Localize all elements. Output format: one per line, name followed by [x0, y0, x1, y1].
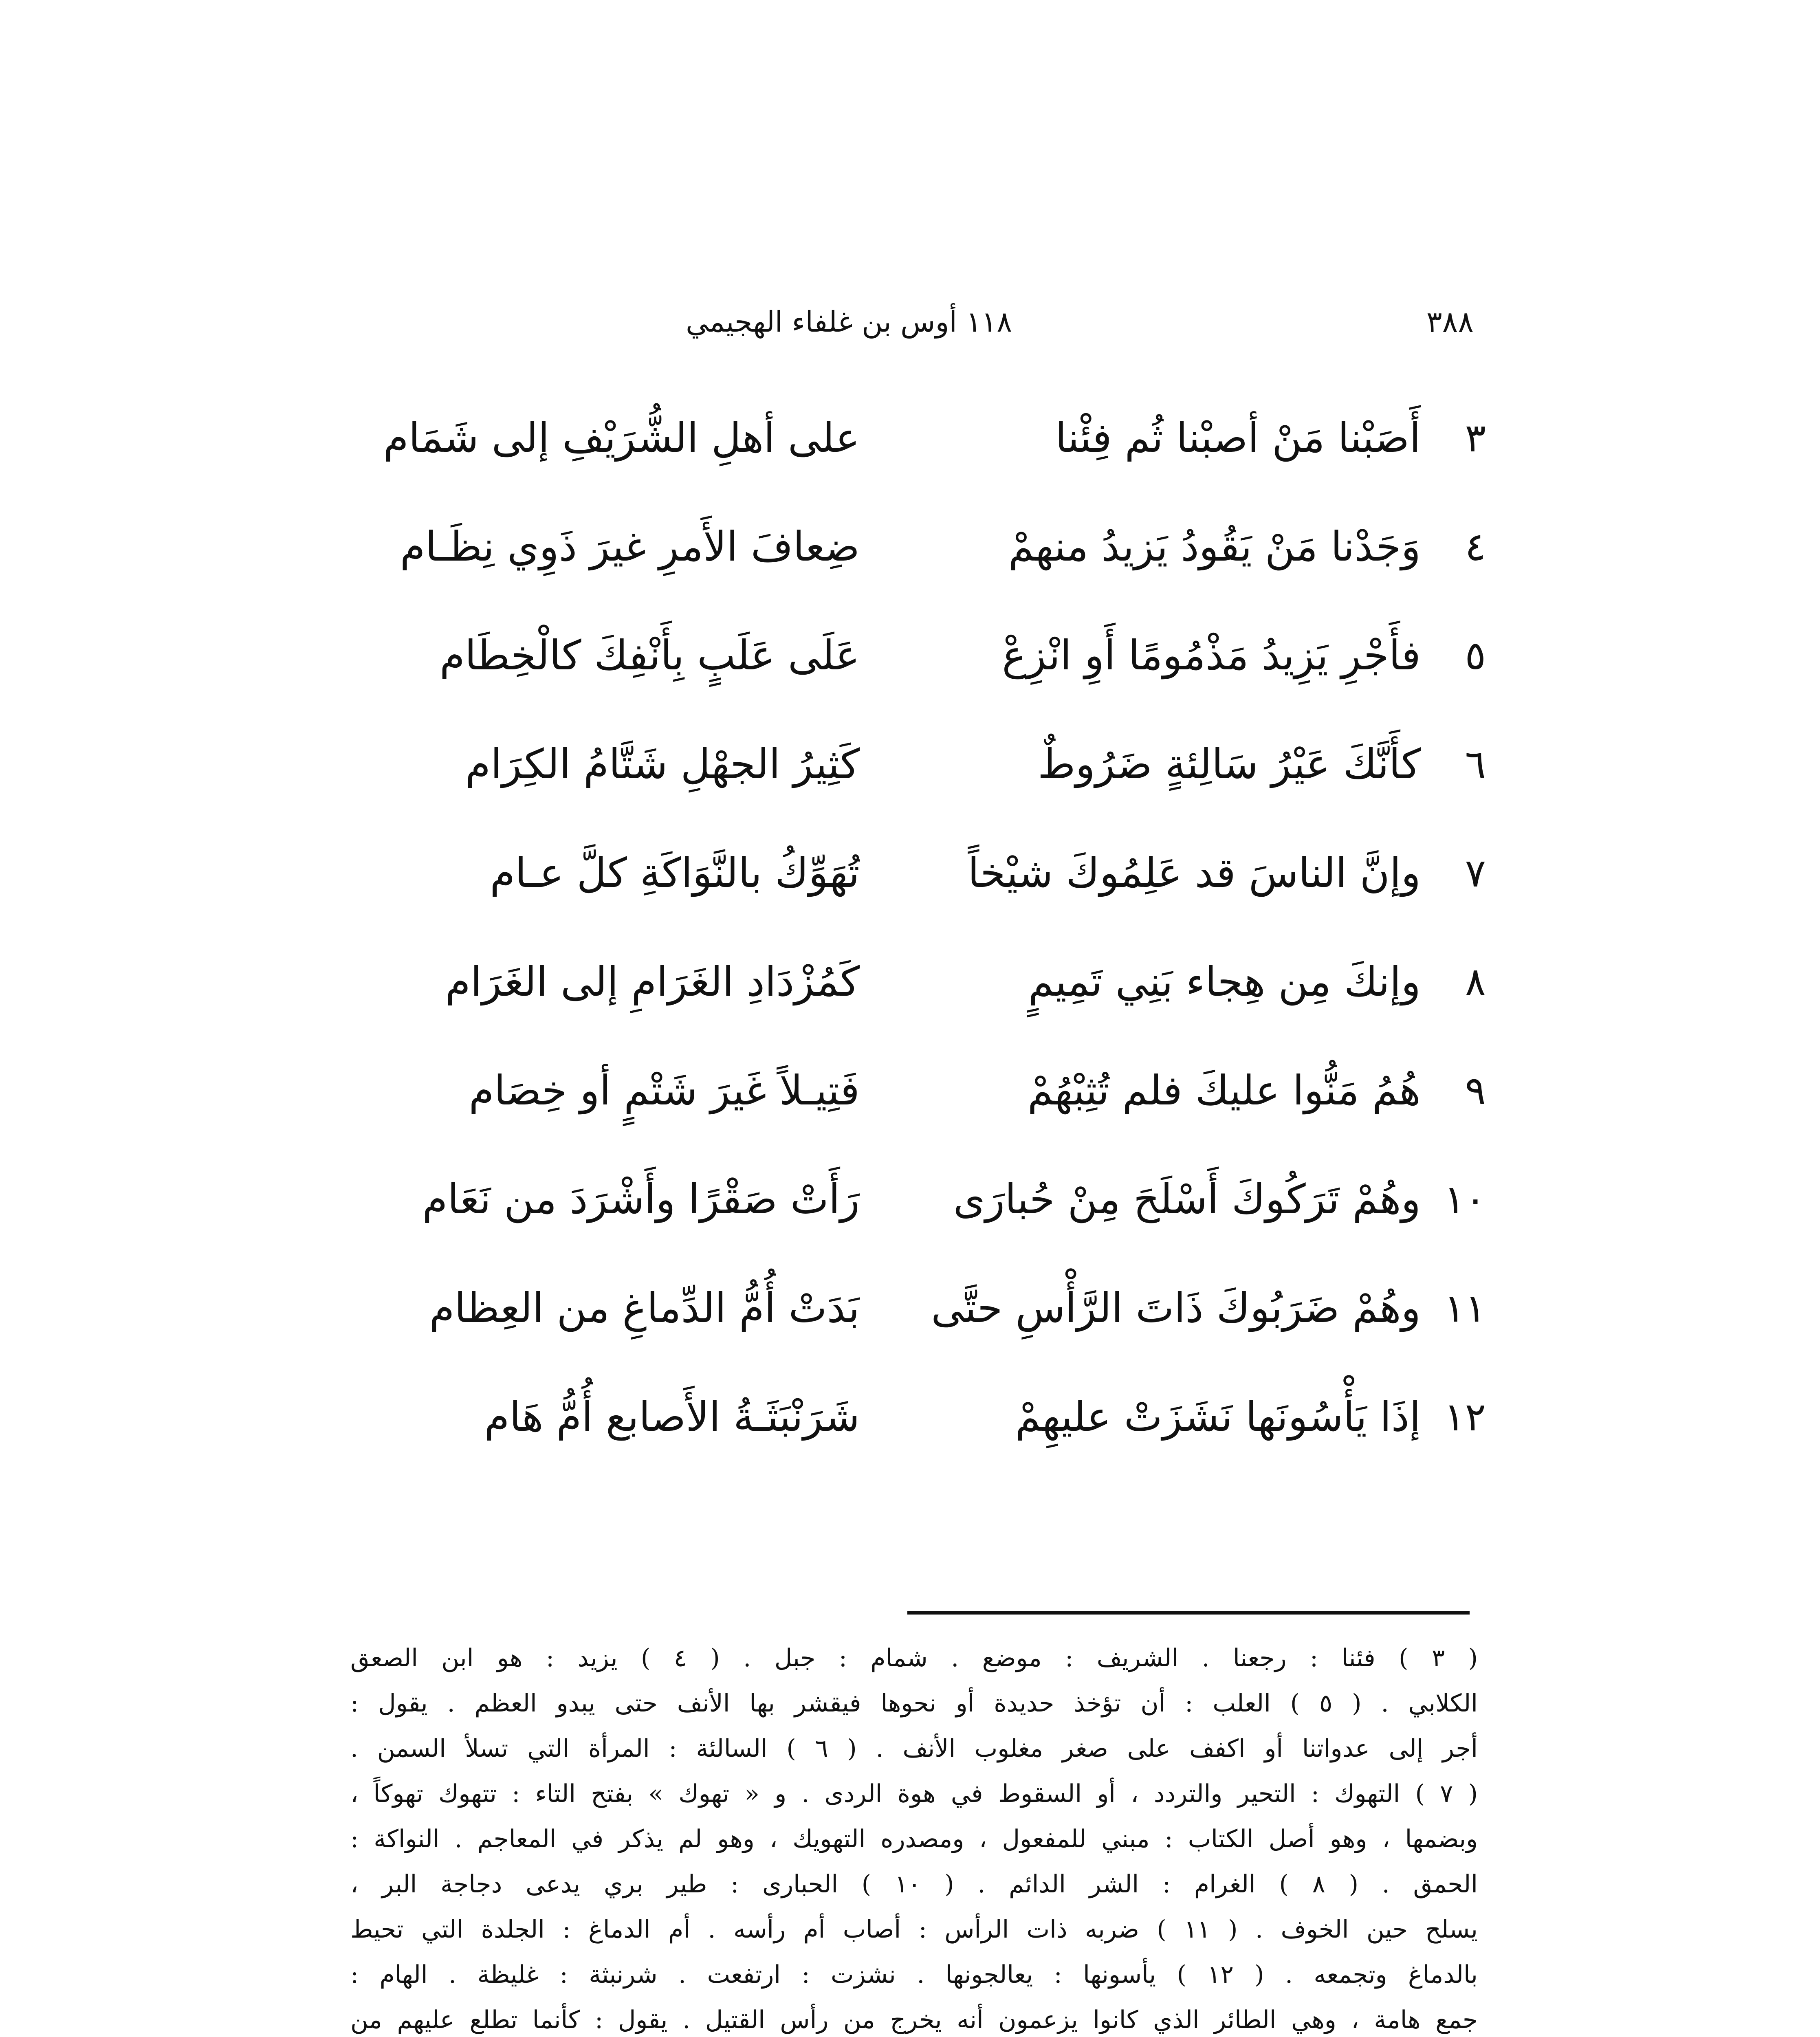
verse: [350, 391, 1486, 500]
footnote-line: الحمق . ( ٨ ) الغرام : الشر الدائم . ( ١٠ ) الحبارى : طير بري يدعى دجاجة البر ،: [350, 1870, 1478, 1898]
footnote-line: وبضمها ، وهو أصل الكتاب : مبني للمفعول ، ومصدره التهويك ، وهو لم يذكر في المعاجم . النواكة :: [350, 1825, 1478, 1853]
footnote-line: جمع هامة ، وهي الطائر الذي كانوا يزعمون أنه يخرج من رأس القتيل . يقول : كأنما تطلع عليهم من: [350, 2006, 1478, 2034]
footnote-line: أجر إلى عدواتنا أو اكفف على صغر مغلوب الأنف . ( ٦ ) السالئة : المرأة التي تسلأ السمن .: [350, 1734, 1478, 1763]
verse-number: ١١: [1444, 1285, 1486, 1331]
verse-second-hemistich: رَأَتْ صَقْرًا وأَشْرَدَ من نَعَام: [422, 1175, 860, 1223]
footnotes: [350, 1636, 1478, 2037]
verse-first-hemistich: أَصَبْنا مَنْ أصبْنا ثُم فِئْنا: [1055, 414, 1421, 462]
verse: [350, 1370, 1486, 1479]
verse-first-hemistich: وهُمْ ضَرَبُوكَ ذَاتَ الرَّأْسِ حتَّى: [931, 1284, 1421, 1332]
verse-first-hemistich: هُمُ مَنُّوا عليكَ فلم تُثِبْهُمْ: [1027, 1067, 1421, 1114]
verse-second-hemistich: على أهلِ الشُّرَيْفِ إلى شَمَام: [383, 414, 860, 462]
verse-first-hemistich: وَجَدْنا مَنْ يَقُودُ يَزيدُ منهمْ: [1008, 523, 1421, 570]
footnote-line: ( ٧ ) التهوك : التحير والتردد ، أو السقوط في هوة الردى . و « تهوك » بفتح التاء : تتهوك تهوكاً ،: [350, 1780, 1478, 1808]
verse: [350, 826, 1486, 935]
page-header: [346, 293, 1474, 350]
verse-second-hemistich: ضِعافَ الأَمرِ غيرَ ذَوِي نِظَـام: [400, 523, 860, 570]
poem: [350, 391, 1486, 1479]
verse-second-hemistich: كَمُزْدَادِ الغَرَامِ إلى الغَرَام: [445, 958, 860, 1005]
verse-number: ١٠: [1444, 1177, 1486, 1222]
running-title: ١١٨ أوس بن غلفاء الهجيمي: [686, 305, 1012, 339]
verse-number: ٣: [1465, 415, 1486, 461]
verse-second-hemistich: كَثِيرُ الجهْلِ شَتَّامُ الكِرَام: [465, 740, 860, 788]
verse: [350, 1044, 1486, 1153]
footnote-line: يسلح حين الخوف . ( ١١ ) ضربه ذات الرأس : أصاب أم رأسه . أم الدماغ : الجلدة التي تحيط: [350, 1915, 1478, 1944]
verse: [350, 717, 1486, 826]
verse-first-hemistich: وإنكَ مِن هِجاء بَنِي تَمِيمٍ: [1028, 958, 1421, 1005]
verse-number: ٦: [1465, 741, 1486, 787]
verse-second-hemistich: فَتِيـلاً غَيرَ شَتْمٍ أو خِصَام: [469, 1067, 860, 1114]
page-number: ٣٨٨: [1426, 305, 1474, 339]
verse-first-hemistich: وإنَّ الناسَ قد عَلِمُوكَ شيْخاً: [968, 849, 1421, 897]
verse: [350, 500, 1486, 609]
footnote-line: الكلابي . ( ٥ ) العلب : أن تؤخذ حديدة أو نحوها فيقشر بها الأنف حتى يبدو العظم . يقول :: [350, 1689, 1478, 1718]
verse-number: ١٢: [1444, 1394, 1486, 1440]
verse-second-hemistich: شَرَنْبَثَـةُ الأَصابع أُمُّ هَام: [484, 1393, 860, 1441]
verse-first-hemistich: كأَنَّكَ عَيْرُ سَالِئةٍ ضَرُوطٌ: [1038, 740, 1421, 788]
verse-number: ٩: [1465, 1068, 1486, 1113]
footnote-separator: [907, 1611, 1470, 1615]
verse-first-hemistich: فأَجْرِ يَزِيدُ مَذْمُومًا أَوِ انْزِعْ: [1002, 631, 1421, 679]
verse: [350, 1261, 1486, 1370]
verse-second-hemistich: تُهَوِّكُ بالنَّوَاكَةِ كلَّ عـام: [490, 849, 860, 897]
footnote-line: ( ٣ ) فئنا : رجعنا . الشريف : موضع . شمام : جبل . ( ٤ ) يزيد : هو ابن الصعق: [350, 1644, 1478, 1672]
verse: [350, 609, 1486, 717]
verse-number: ٤: [1465, 524, 1486, 570]
verse-number: ٥: [1465, 633, 1486, 678]
verse-number: ٨: [1465, 959, 1486, 1005]
verse: [350, 935, 1486, 1044]
verse: [350, 1153, 1486, 1261]
verse-second-hemistich: بَدَتْ أُمُّ الدِّماغِ من العِظام: [429, 1284, 860, 1332]
verse-first-hemistich: وهُمْ تَرَكُوكَ أَسْلَحَ مِنْ حُبارَى: [953, 1175, 1421, 1223]
verse-first-hemistich: إذَا يَأْسُونَها نَشَزَتْ عليهِمْ: [1015, 1393, 1421, 1441]
verse-second-hemistich: عَلَى عَلَبٍ بِأَنْفِكَ كالْخِطَام: [440, 631, 860, 679]
footnote-line: بالدماغ وتجمعه . ( ١٢ ) يأسونها : يعالجونها . نشزت : ارتفعت . شرنبثة : غليظة . الهام :: [350, 1960, 1478, 1989]
verse-number: ٧: [1465, 850, 1486, 896]
